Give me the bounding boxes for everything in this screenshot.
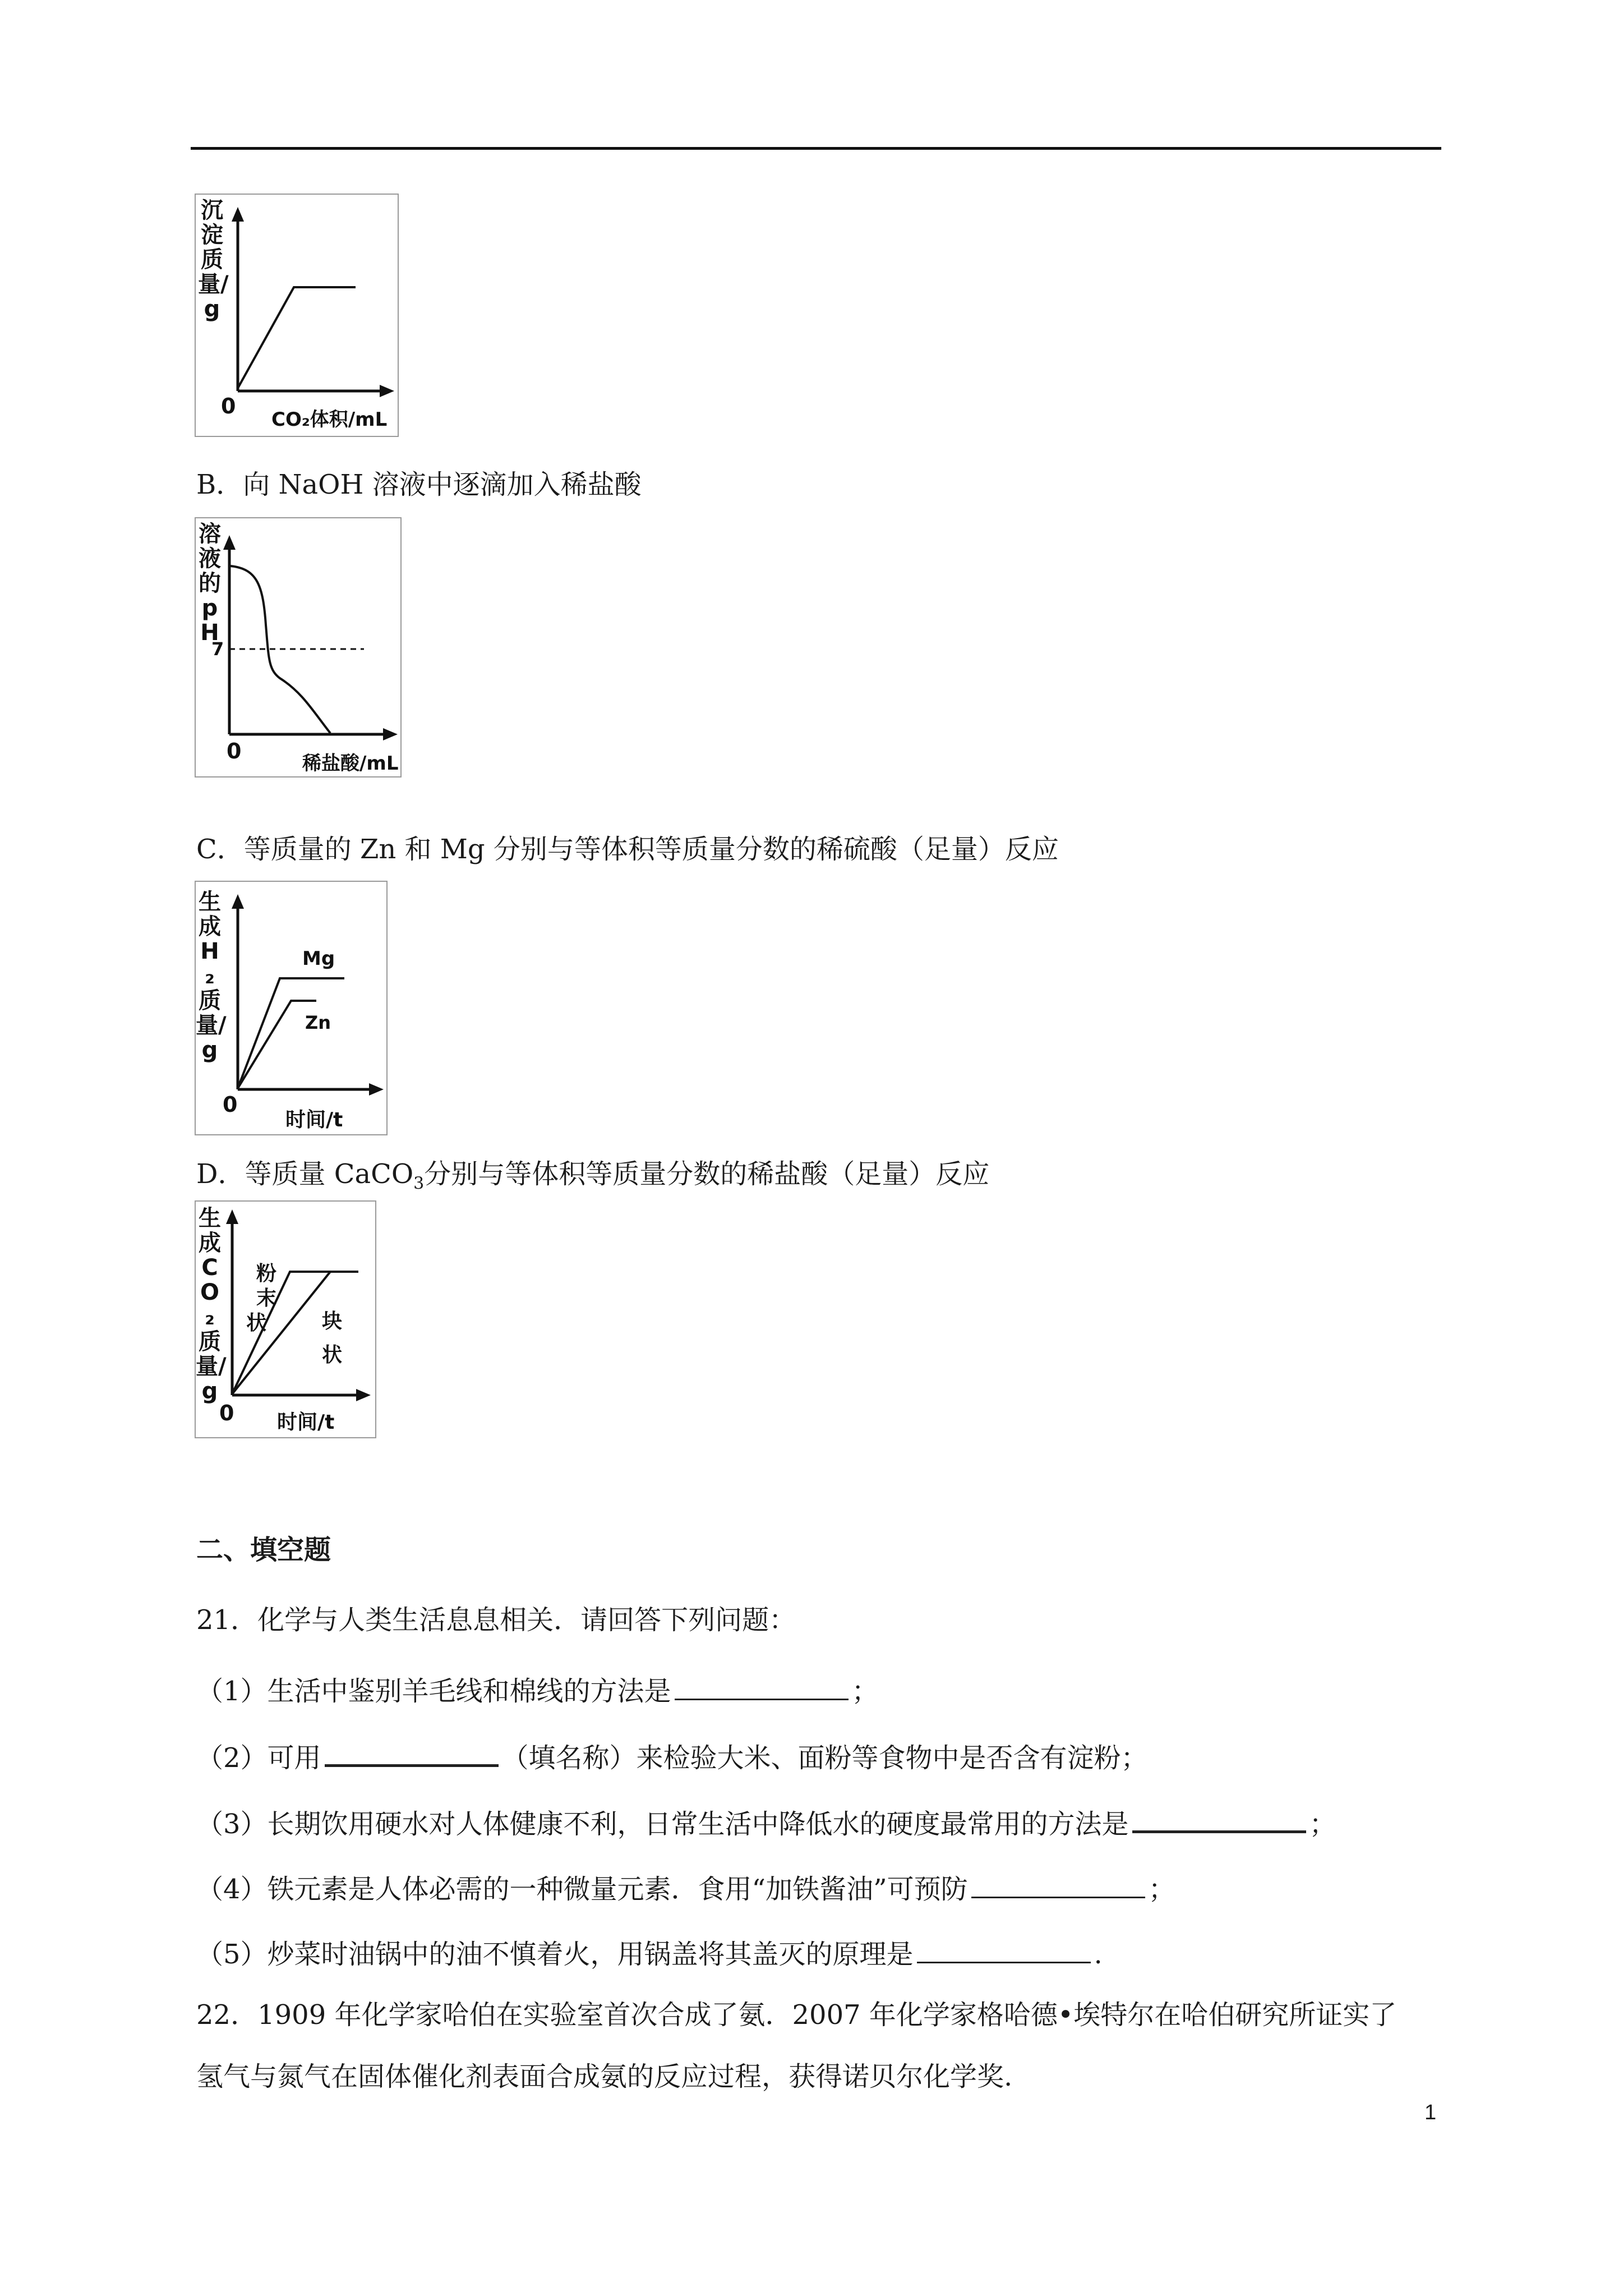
option-d xyxy=(196,1157,989,1201)
question-21-stem: 21．化学与人类生活息息相关．请回答下列问题： xyxy=(196,1604,796,1636)
q21-p1-end: ； xyxy=(851,1676,879,1707)
question-22-line-1: 22．1909 年化学家哈伯在实验室首次合成了氨．2007 年化学家格哈德•埃特尔在哈伯研究所证实了 xyxy=(196,1999,1397,2031)
figure-c-hydrogen-mass xyxy=(195,881,388,1135)
figure-c-x-label: 时间/t xyxy=(285,1108,343,1131)
q21-p2-end: （填名称）来检验大米、面粉等食物中是否含有淀粉； xyxy=(501,1742,1148,1774)
figure-c-series-zn: Zn xyxy=(305,1012,331,1033)
option-c: C．等质量的 Zn 和 Mg 分别与等体积等质量分数的稀硫酸（足量）反应 xyxy=(196,834,1059,865)
question-22-line-2: 氢气与氮气在固体催化剂表面合成氨的反应过程，获得诺贝尔化学奖. xyxy=(196,2061,1013,2092)
figure-b-tick-7: 7 xyxy=(211,638,224,660)
answer-blank-5[interactable] xyxy=(917,1935,1091,1963)
q21-p4-end: ； xyxy=(1148,1874,1175,1905)
question-21-part-1 xyxy=(196,1672,879,1708)
figure-a-x-label: CO₂体积/mL xyxy=(271,408,388,431)
figure-a-precipitate-vs-co2 xyxy=(195,194,399,437)
option-b: B．向 NaOH 溶液中逐滴加入稀盐酸 xyxy=(196,469,642,500)
q21-p2-text: （2）可用 xyxy=(196,1742,321,1774)
q21-p3-text: （3）长期饮用硬水对人体健康不利，日常生活中降低水的硬度最常用的方法是 xyxy=(196,1809,1129,1840)
option-d-subscript: 3 xyxy=(413,1174,425,1194)
figure-a-y-label: 沉淀质量/g xyxy=(198,197,229,322)
figure-d-series-lump: 块状 xyxy=(322,1310,343,1366)
answer-blank-3[interactable] xyxy=(1132,1803,1306,1833)
figure-b-plot xyxy=(196,518,400,776)
figure-b-x-label: 稀盐酸/mL xyxy=(302,752,399,775)
figure-d-x-label: 时间/t xyxy=(277,1411,335,1434)
figure-c-plot xyxy=(196,882,386,1134)
q21-p4-text: （4）铁元素是人体必需的一种微量元素．食用“加铁酱油”可预防 xyxy=(196,1874,968,1905)
figure-b-ph-curve xyxy=(195,517,402,777)
figure-d-origin: 0 xyxy=(219,1401,234,1425)
figure-c-series-mg: Mg xyxy=(302,947,335,970)
figure-a-origin: 0 xyxy=(221,394,236,418)
question-21-part-5 xyxy=(196,1935,1103,1971)
figure-c-origin: 0 xyxy=(223,1092,238,1117)
answer-blank-2[interactable] xyxy=(325,1737,499,1767)
figure-d-series-powder: 粉末状 xyxy=(246,1262,277,1335)
section-heading-fill-in: 二、填空题 xyxy=(196,1534,331,1566)
q21-p5-text: （5）炒菜时油锅中的油不慎着火，用锅盖将其盖灭的原理是 xyxy=(196,1939,914,1970)
option-d-prefix: D．等质量 CaCO xyxy=(196,1158,414,1190)
answer-blank-1[interactable] xyxy=(675,1672,849,1700)
figure-a-plot xyxy=(196,195,398,436)
figure-d-co2-mass xyxy=(195,1200,376,1438)
page-number: 1 xyxy=(1424,2101,1437,2124)
figure-d-y-label: 生成CO₂质量/g xyxy=(196,1205,227,1404)
figure-c-y-label: 生成H₂质量/g xyxy=(196,889,227,1063)
question-21-part-2 xyxy=(196,1737,1148,1775)
figure-b-y-label: 溶液的pH xyxy=(199,521,221,646)
question-21-part-3 xyxy=(196,1803,1336,1841)
option-d-suffix: 分别与等体积等质量分数的稀盐酸（足量）反应 xyxy=(424,1158,990,1190)
q21-p3-end: ； xyxy=(1309,1809,1336,1840)
q21-p5-end: . xyxy=(1094,1939,1103,1970)
figure-b-origin: 0 xyxy=(227,739,242,763)
header-rule xyxy=(191,147,1441,150)
question-21-part-4 xyxy=(196,1870,1175,1906)
answer-blank-4[interactable] xyxy=(971,1870,1145,1898)
q21-p1-text: （1）生活中鉴别羊毛线和棉线的方法是 xyxy=(196,1676,671,1707)
